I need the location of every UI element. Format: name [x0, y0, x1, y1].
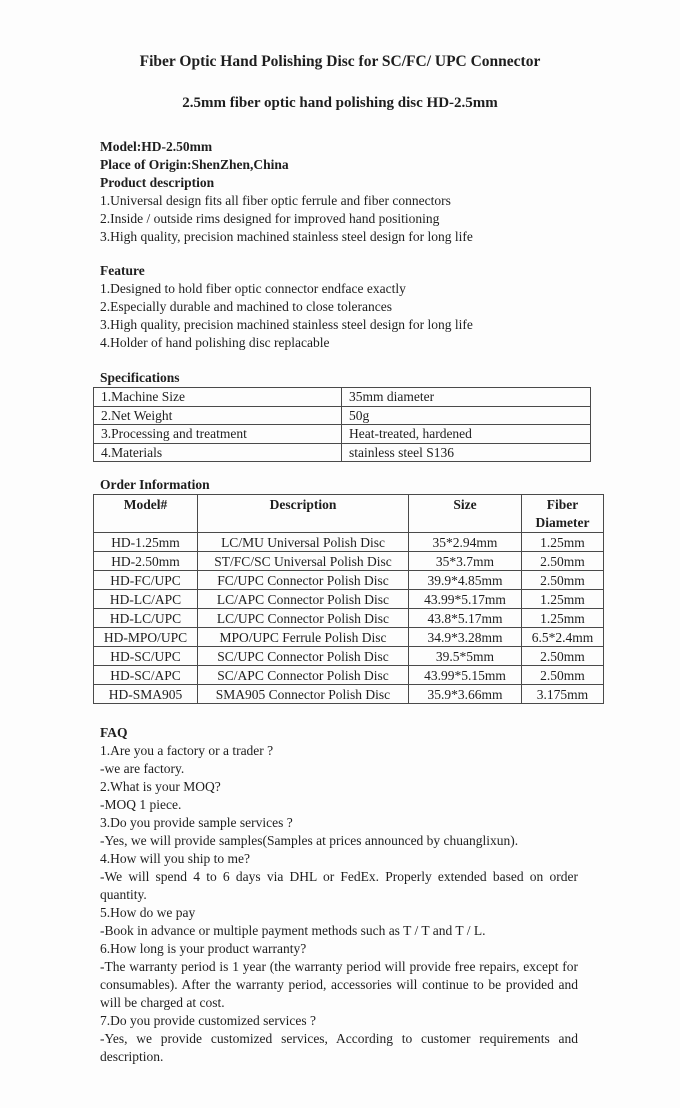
size-cell: 43.99*5.15mm [409, 666, 522, 685]
size-cell: 39.5*5mm [409, 647, 522, 666]
faq-question: 5.How do we pay [100, 905, 196, 920]
fiber-diameter-cell: 6.5*2.4mm [522, 628, 604, 647]
size-cell: 35.9*3.66mm [409, 685, 522, 704]
spec-value-cell: 50g [342, 406, 591, 425]
page-subtitle: 2.5mm fiber optic hand polishing disc HD-2.5mm [182, 95, 498, 111]
feature-item: 2.Especially durable and machined to close tolerances [100, 299, 393, 314]
model-cell: HD-SC/UPC [94, 647, 198, 666]
spec-value-cell: Heat-treated, hardened [342, 425, 591, 444]
faq-question: 1.Are you a factory or a trader ? [100, 743, 274, 758]
model-cell: HD-MPO/UPC [94, 628, 198, 647]
faq-answer: -Yes, we will provide samples(Samples at prices announced by chuanglixun). [100, 833, 519, 848]
description-cell: FC/UPC Connector Polish Disc [198, 571, 409, 590]
spec-value-cell: stainless steel S136 [342, 443, 591, 462]
model-cell: HD-2.50mm [94, 552, 198, 571]
description-cell: SC/APC Connector Polish Disc [198, 666, 409, 685]
faq-answer: -We will spend 4 to 6 days via DHL or FedEx. Properly extended based on order quantity. [100, 869, 578, 902]
table-row [94, 388, 591, 407]
feature-item: 4.Holder of hand polishing disc replacable [100, 335, 330, 350]
table-row [94, 552, 604, 571]
faq-question: 2.What is your MOQ? [100, 779, 221, 794]
model-cell: HD-LC/UPC [94, 609, 198, 628]
table-row [94, 406, 591, 425]
model-cell: HD-1.25mm [94, 533, 198, 552]
description-cell: LC/MU Universal Polish Disc [198, 533, 409, 552]
fiber-diameter-cell: 1.25mm [522, 590, 604, 609]
section-product-description [100, 138, 578, 246]
size-cell: 39.9*4.85mm [409, 571, 522, 590]
order-table-head [94, 495, 604, 533]
product-description-item: 3.High quality, precision machined stainless steel design for long life [100, 229, 473, 244]
feature-item: 3.High quality, precision machined stainless steel design for long life [100, 317, 473, 332]
table-row [94, 533, 604, 552]
column-header-fiber-diameter: Fiber Diameter [522, 495, 604, 533]
faq-answer: -MOQ 1 piece. [100, 797, 182, 812]
order-information-heading: Order Information [100, 477, 210, 492]
table-row [94, 685, 604, 704]
faq-question: 4.How will you ship to me? [100, 851, 250, 866]
faq-answer: -we are factory. [100, 761, 185, 776]
document-body [0, 138, 680, 1066]
size-cell: 43.99*5.17mm [409, 590, 522, 609]
table-row [94, 666, 604, 685]
size-cell: 35*2.94mm [409, 533, 522, 552]
table-row [94, 647, 604, 666]
table-row [94, 628, 604, 647]
faq-question: 6.How long is your product warranty? [100, 941, 307, 956]
product-description-item: 1.Universal design fits all fiber optic ferrule and fiber connectors [100, 193, 451, 208]
column-header-model: Model# [94, 495, 198, 533]
model-line: Model:HD-2.50mm [100, 139, 213, 154]
spec-name-cell: 2.Net Weight [94, 406, 342, 425]
section-order-information [100, 476, 594, 704]
faq-answer: -The warranty period is 1 year (the warranty period will provide free repairs, except for consumables). After the warranty period, accessories will continue to be provided and will be charged at cost. [100, 959, 578, 1010]
feature-heading: Feature [100, 263, 145, 278]
faq-answer: -Yes, we provide customized services, According to customer requirements and description. [100, 1031, 578, 1064]
fiber-diameter-cell: 1.25mm [522, 533, 604, 552]
spec-value-cell: 35mm diameter [342, 388, 591, 407]
faq-question: 7.Do you provide customized services ? [100, 1013, 316, 1028]
fiber-diameter-cell: 1.25mm [522, 609, 604, 628]
spec-name-cell: 1.Machine Size [94, 388, 342, 407]
table-row [94, 425, 591, 444]
description-cell: ST/FC/SC Universal Polish Disc [198, 552, 409, 571]
size-cell: 35*3.7mm [409, 552, 522, 571]
section-feature [100, 262, 578, 352]
table-row [94, 443, 591, 462]
faq-question: 3.Do you provide sample services ? [100, 815, 293, 830]
model-cell: HD-FC/UPC [94, 571, 198, 590]
page-title: Fiber Optic Hand Polishing Disc for SC/FC/ UPC Connector [139, 53, 541, 70]
model-cell: HD-LC/APC [94, 590, 198, 609]
table-header-row [94, 495, 604, 533]
model-cell: HD-SMA905 [94, 685, 198, 704]
column-header-size: Size [409, 495, 522, 533]
origin-line: Place of Origin:ShenZhen,China [100, 157, 289, 172]
faq-answer: -Book in advance or multiple payment methods such as T / T and T / L. [100, 923, 486, 938]
table-row [94, 609, 604, 628]
order-table-body [94, 533, 604, 704]
section-faq [100, 724, 578, 1066]
size-cell: 34.9*3.28mm [409, 628, 522, 647]
table-row [94, 590, 604, 609]
description-cell: LC/UPC Connector Polish Disc [198, 609, 409, 628]
description-cell: LC/APC Connector Polish Disc [198, 590, 409, 609]
model-cell: HD-SC/APC [94, 666, 198, 685]
size-cell: 43.8*5.17mm [409, 609, 522, 628]
description-cell: MPO/UPC Ferrule Polish Disc [198, 628, 409, 647]
section-specifications [100, 369, 578, 462]
product-description-heading: Product description [100, 175, 215, 190]
fiber-diameter-cell: 3.175mm [522, 685, 604, 704]
specifications-heading: Specifications [100, 370, 180, 385]
fiber-diameter-cell: 2.50mm [522, 666, 604, 685]
spec-name-cell: 4.Materials [94, 443, 342, 462]
specifications-table [93, 387, 591, 462]
spec-name-cell: 3.Processing and treatment [94, 425, 342, 444]
feature-item: 1.Designed to hold fiber optic connector endface exactly [100, 281, 406, 296]
product-description-item: 2.Inside / outside rims designed for improved hand positioning [100, 211, 440, 226]
fiber-diameter-cell: 2.50mm [522, 552, 604, 571]
description-cell: SC/UPC Connector Polish Disc [198, 647, 409, 666]
fiber-diameter-cell: 2.50mm [522, 571, 604, 590]
fiber-diameter-cell: 2.50mm [522, 647, 604, 666]
description-cell: SMA905 Connector Polish Disc [198, 685, 409, 704]
column-header-description: Description [198, 495, 409, 533]
order-information-table [93, 494, 604, 704]
faq-heading: FAQ [100, 725, 128, 740]
table-row [94, 571, 604, 590]
specifications-table-body [94, 388, 591, 462]
